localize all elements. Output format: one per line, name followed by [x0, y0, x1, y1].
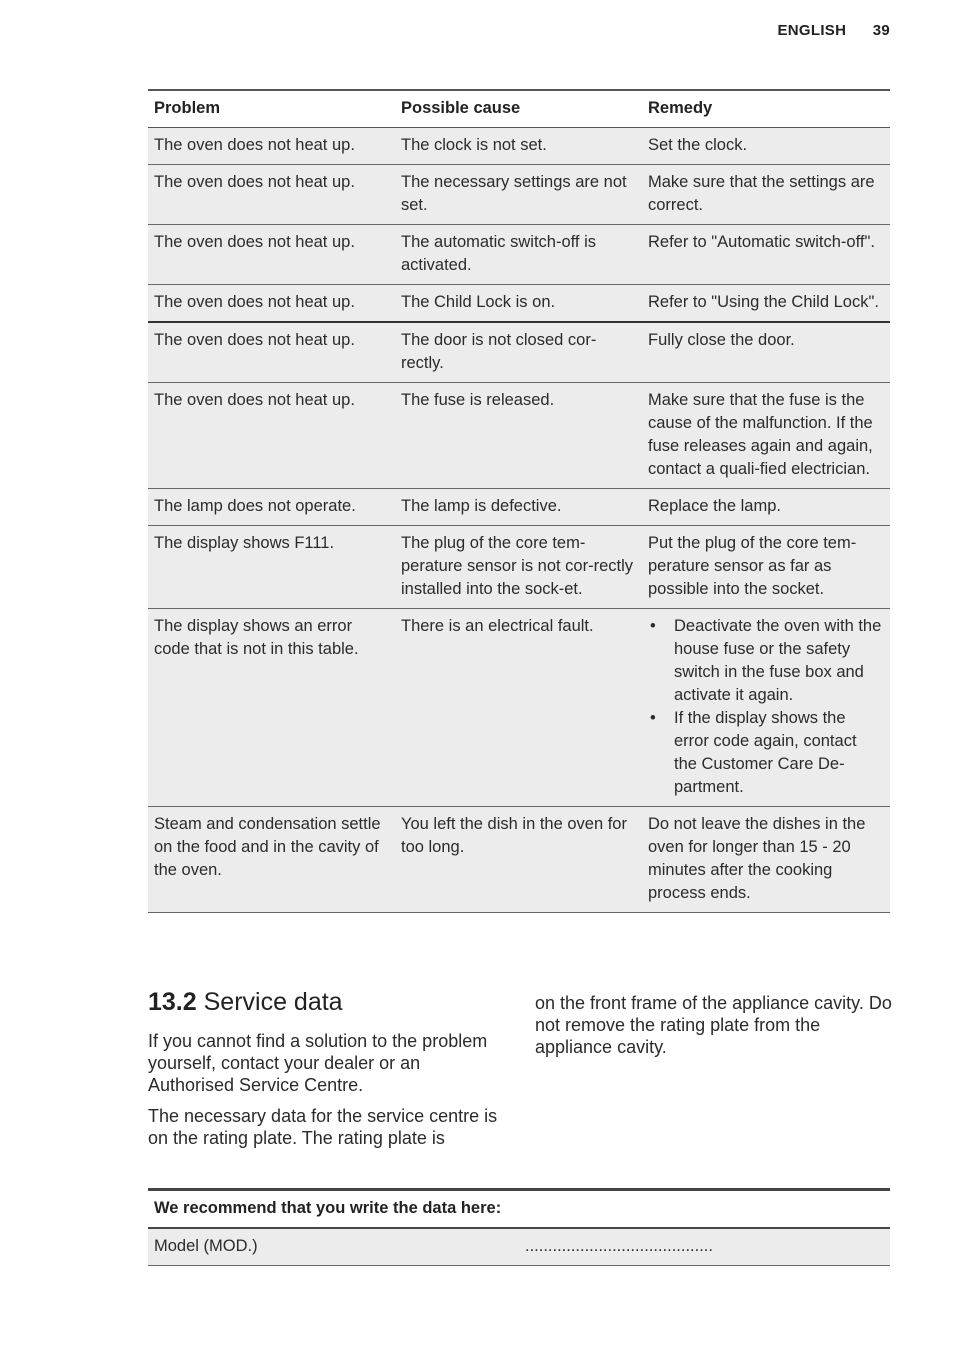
cause-cell: The fuse is released. [395, 383, 642, 489]
table-row [148, 322, 890, 383]
section-heading [148, 988, 343, 1017]
paragraph: The necessary data for the service centre is on the rating plate. The rating plate is [148, 1106, 498, 1148]
page-number: 39 [872, 22, 890, 39]
remedy-cell: Make sure that the fuse is the cause of the malfunction. If the fuse releases again and again, contact a quali-fied electrician. [642, 383, 890, 489]
problem-cell: The oven does not heat up. [148, 165, 395, 225]
left-text-column [148, 1030, 508, 1158]
problem-cell: The display shows F111. [148, 526, 395, 609]
header-remedy: Remedy [642, 90, 890, 128]
table-row [148, 165, 890, 225]
remedy-cell: Refer to "Automatic switch-off". [642, 225, 890, 285]
cause-cell: There is an electrical fault. [395, 609, 642, 807]
page-header [777, 22, 890, 39]
table-header-row [148, 90, 890, 128]
language-label: ENGLISH [777, 22, 847, 39]
table-row [148, 489, 890, 526]
remedy-cell: Make sure that the settings are correct. [642, 165, 890, 225]
cause-cell: The clock is not set. [395, 128, 642, 165]
problem-cell: The lamp does not operate. [148, 489, 395, 526]
header-possible-cause: Possible cause [395, 90, 642, 128]
remedy-cell: Put the plug of the core tem-perature sensor as far as possible into the socket. [642, 526, 890, 609]
remedy-cell: Replace the lamp. [642, 489, 890, 526]
remedy-cell: Set the clock. [642, 128, 890, 165]
problem-cell: Steam and condensation settle on the food and in the cavity of the oven. [148, 807, 395, 913]
service-data-table [148, 1188, 890, 1266]
remedy-list [648, 615, 884, 799]
cause-cell: You left the dish in the oven for too long. [395, 807, 642, 913]
troubleshooting-table [148, 89, 890, 913]
problem-cell: The oven does not heat up. [148, 322, 395, 383]
section-title: Service data [203, 988, 343, 1016]
table-row [148, 285, 890, 323]
table-header-row [148, 1190, 890, 1229]
table-row [148, 1228, 890, 1266]
cause-cell: The plug of the core tem-perature sensor is not cor-rectly installed into the sock-et. [395, 526, 642, 609]
table-row [148, 225, 890, 285]
problem-cell: The oven does not heat up. [148, 383, 395, 489]
cause-cell: The lamp is defective. [395, 489, 642, 526]
cause-cell: The Child Lock is on. [395, 285, 642, 323]
remedy-cell: Fully close the door. [642, 322, 890, 383]
problem-cell: The oven does not heat up. [148, 285, 395, 323]
cause-cell: The door is not closed cor-rectly. [395, 322, 642, 383]
remedy-cell: Refer to "Using the Child Lock". [642, 285, 890, 323]
problem-cell: The display shows an error code that is not in this table. [148, 609, 395, 807]
table-row [148, 383, 890, 489]
remedy-cell: Do not leave the dishes in the oven for longer than 15 - 20 minutes after the cooking process ends. [642, 807, 890, 913]
table-row [148, 128, 890, 165]
section-number: 13.2 [148, 988, 197, 1016]
header-problem: Problem [148, 90, 395, 128]
table-row [148, 807, 890, 913]
paragraph: If you cannot find a solution to the problem yourself, contact your dealer or an Authorised Service Centre. [148, 1031, 488, 1095]
model-label: Model (MOD.) [148, 1228, 519, 1266]
table-row [148, 609, 890, 807]
remedy-cell [642, 609, 890, 807]
paragraph: on the front frame of the appliance cavity. Do not remove the rating plate from the appliance cavity. [535, 993, 892, 1057]
problem-cell: The oven does not heat up. [148, 128, 395, 165]
problem-cell: The oven does not heat up. [148, 225, 395, 285]
cause-cell: The automatic switch-off is activated. [395, 225, 642, 285]
service-data-header: We recommend that you write the data here: [148, 1190, 890, 1229]
table-row [148, 526, 890, 609]
remedy-list-item: • Deactivate the oven with the house fuse or the safety switch in the fuse box and activate it again. [674, 615, 884, 707]
cause-cell: The necessary settings are not set. [395, 165, 642, 225]
remedy-list-item: • If the display shows the error code again, contact the Customer Care De-partment. [674, 707, 884, 799]
right-text-column [535, 992, 895, 1058]
model-value-blank: ......................................... [519, 1228, 890, 1266]
